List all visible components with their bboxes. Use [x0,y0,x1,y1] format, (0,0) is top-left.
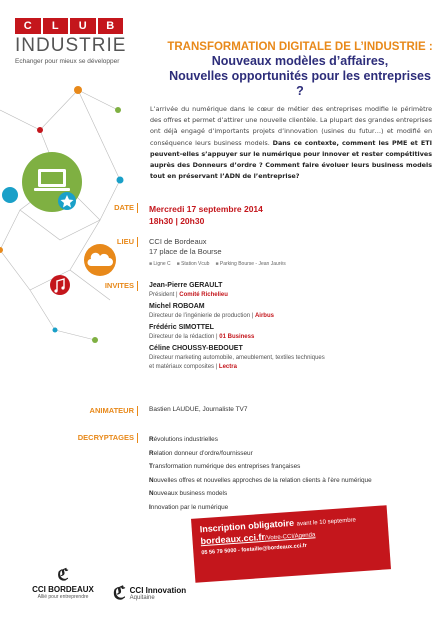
network-illustration [0,70,135,370]
invite-name: Céline CHOUSSY-BEDOUET [149,345,243,352]
title-line-2: Nouveaux modèles d’affaires, [211,54,389,68]
decryptages-label-text: DECRYPTAGES [77,433,134,442]
transport-parking: ■ Parking Bourse - Jean Jaurès [215,259,285,269]
logo-tagline: Echanger pour mieux se développer [15,58,120,65]
decryptage-item: Relation donneur d’ordre/fournisseur [149,449,253,457]
club-industrie-logo [15,18,127,65]
cci-mark-icon: ℭ [57,567,69,584]
logo-letter: U [70,18,96,34]
invite-org: Comité Richelieu [179,291,228,298]
date-label-text: DATE [114,203,134,212]
monitor-icon [2,187,18,203]
lieu-value [149,237,286,269]
animateur-label-text: ANIMATEUR [89,406,134,415]
invites-list [149,281,429,375]
invite-item [149,281,429,300]
logo-club-letters [15,18,123,34]
invite-item [149,344,429,373]
invite-name: Jean-Pierre GERAULT [149,282,223,289]
date-value [149,203,263,227]
decryptage-item: Innovation par le numérique [149,503,229,511]
date-time: 18h30 | 20h30 [149,216,205,226]
inscription-contact: 05 56 79 5000 - fostaille@bordeaux.cci.fr [201,542,308,557]
invite-item [149,302,429,321]
decryptage-item: Révolutions industrielles [149,436,218,443]
invite-role [149,312,429,322]
invite-org: 01 Business [219,333,255,340]
logo-letter: B [98,18,124,34]
intro-bold-text: Dans ce contexte, comment les PME et ETI peuvent-elles s’appuyer sur le numérique pour innover et rester compétitives auprès des Donneurs d’ordre ? Comment faire évoluer leurs business models tout en préservant l’ADN de l’entreprise? [150,138,432,181]
intro-paragraph [150,104,432,182]
decryptages-list [149,433,372,514]
lieu-address: 17 place de la Bourse [149,247,222,256]
lieu-name: CCI de Bordeaux [149,237,207,246]
invites-label [105,281,138,291]
decryptage-item: Transformation numérique des entreprises françaises [149,463,301,470]
animateur-label [90,406,138,416]
cci-bordeaux-name: CCI BORDEAUX [32,585,94,594]
inscription-url-path[interactable]: /Votre-CCI/Agenda [264,532,316,542]
inscription-banner [191,505,391,583]
cci-bordeaux-logo [18,565,108,600]
event-title [165,40,435,99]
invite-role-text: Président | [149,291,180,298]
invite-role-text: Directeur de la rédaction | [149,333,220,340]
date-day: Mercredi 17 septembre 2014 [149,204,263,214]
invite-name: Frédéric SIMOTTEL [149,324,214,331]
inscription-title-text: Inscription obligatoire [199,517,295,535]
label-divider [137,237,138,247]
logo-letter: C [15,18,41,34]
transport-tram: ■ Ligne C [149,259,171,269]
label-divider [137,406,138,416]
cci-bordeaux-tagline: Allié pour entreprendre [37,594,89,600]
invite-role [149,354,329,373]
label-divider [137,433,138,443]
invite-role [149,333,429,343]
invite-name: Michel ROBOAM [149,303,205,310]
invite-role-text: Directeur marketing automobile, ameublement, textiles techniques et matériaux composites | [149,354,325,370]
label-divider [137,281,138,291]
logo-industrie: INDUSTRIE [15,35,127,56]
transport-vcub: ■ Station Vcub [177,259,210,269]
inscription-url[interactable]: bordeaux.cci.fr [200,531,266,547]
title-line-3: Nouvelles opportunités pour les entreprises ? [169,69,431,98]
cci-mark-icon: ℭ [113,583,126,603]
label-divider [137,203,138,213]
logo-letter: L [43,18,69,34]
music-icon [50,275,70,295]
invite-role [149,291,429,301]
cci-innovation-region: Aquitaine [129,595,155,601]
intro-text: L’arrivée du numérique dans le cœur de métier des entreprises modifie le périmètre des offres et permet d’attirer une nouvelle clientèle. La plupart des grandes entreprises ont déjà engagé d’importants projets d’innovation (usines du futur…) et modifié en conséquence leurs business models. [150,105,432,147]
cci-innovation-logo [113,583,186,604]
lieu-label [117,237,138,247]
star-icon-node [58,192,76,210]
animateur-value: Bastien LAUDUE, Journaliste TV7 [149,406,248,413]
title-line-1: TRANSFORMATION DIGITALE DE L’INDUSTRIE : [167,41,433,53]
cloud-icon [84,244,116,276]
transport-info [149,259,286,269]
invite-item [149,323,429,342]
invite-role-text: Directeur de l’ingénierie de production | [149,312,255,319]
decryptages-label [78,433,138,443]
lieu-label-text: LIEU [116,237,134,246]
invite-org: Airbus [254,312,274,319]
invites-label-text: INVITES [104,281,134,290]
invite-org: Lectra [218,364,237,370]
cci-innovation-name: CCI Innovation [129,586,187,595]
decryptage-item: Nouvelles offres et nouvelles approches de la relation clients à l’ère numérique [149,476,372,484]
date-label [114,203,138,213]
inscription-deadline: avant le 10 septembre [296,517,357,528]
decryptage-item: Nouveaux business models [149,490,228,497]
